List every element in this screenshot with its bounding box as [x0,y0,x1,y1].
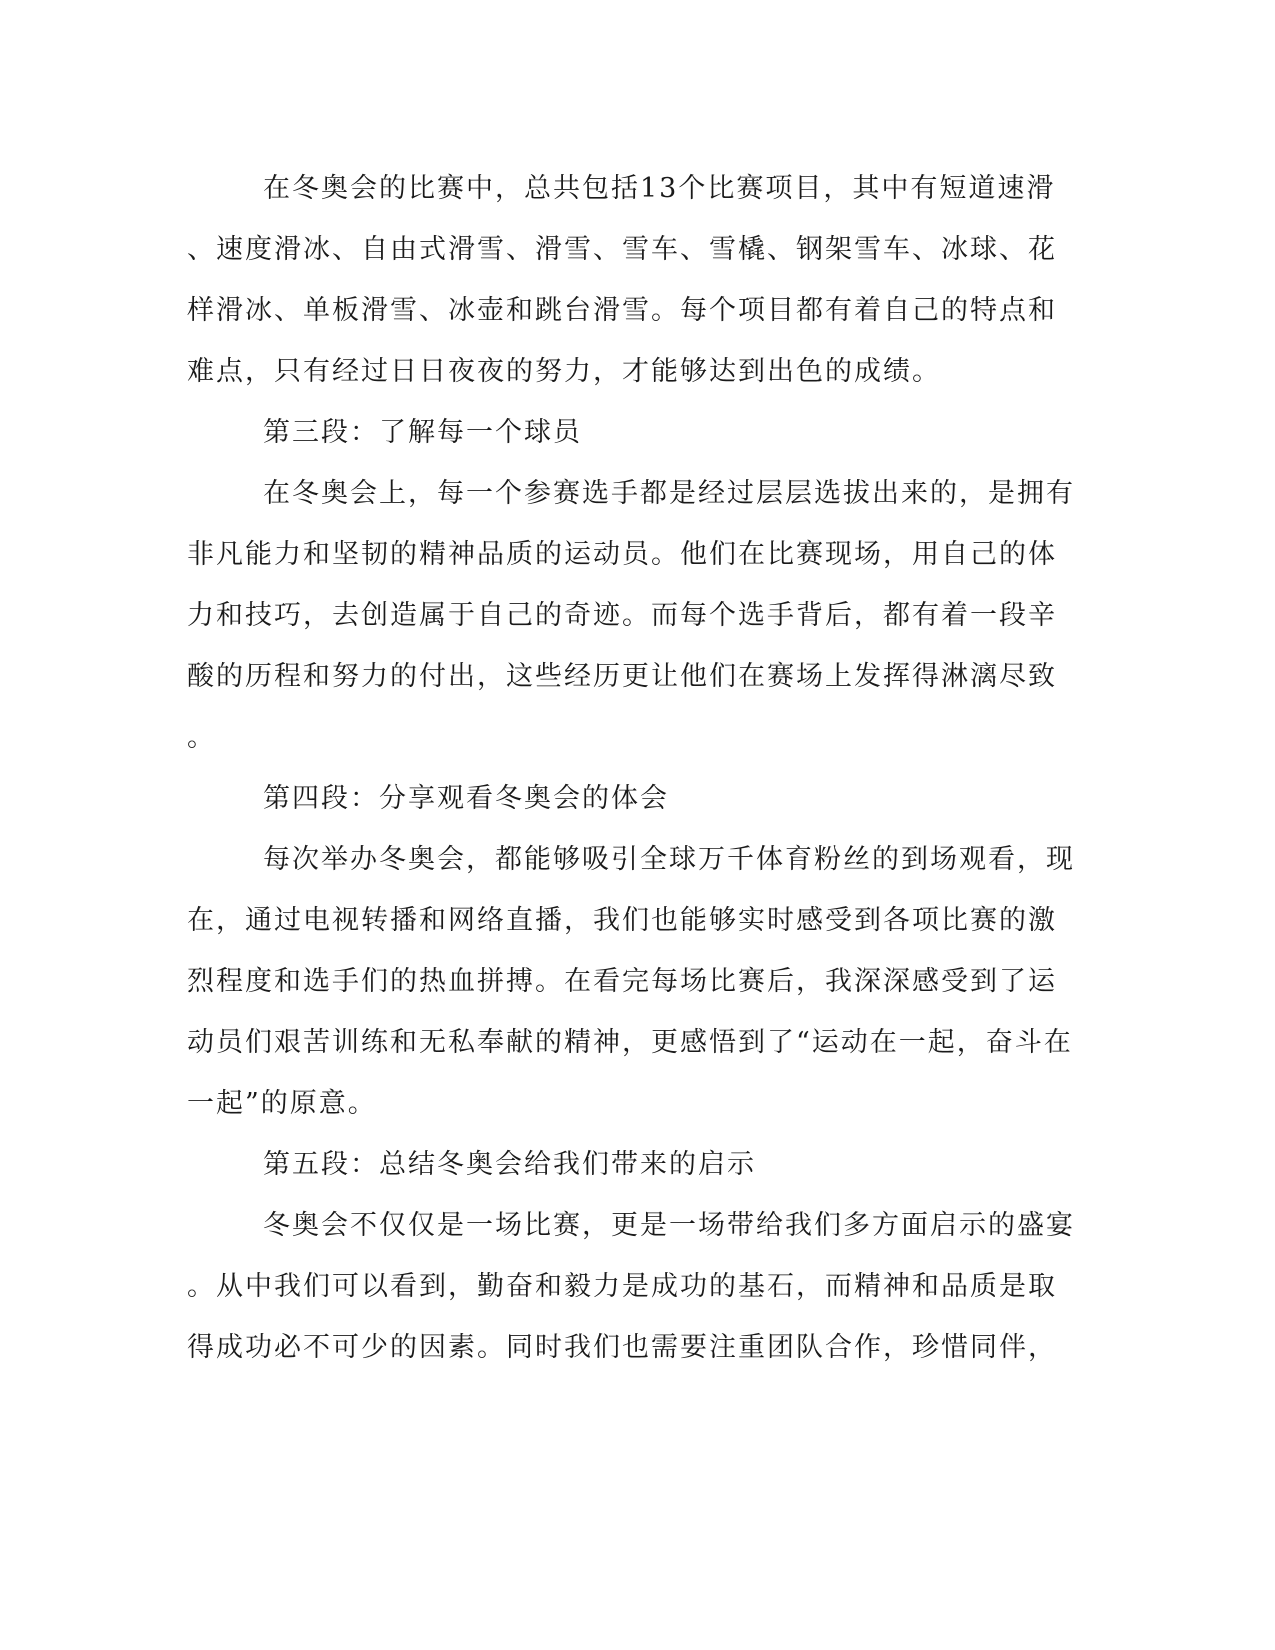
document-body [187,158,1075,1378]
text-line: 得成功必不可少的因素。同时我们也需要注重团队合作，珍惜同伴， [187,1332,1057,1363]
section-heading: 第三段：了解每一个球员 [263,417,582,448]
text-line: 。从中我们可以看到，勤奋和毅力是成功的基石，而精神和品质是取 [187,1271,1057,1302]
text-line: 在冬奥会的比赛中，总共包括13个比赛项目，其中有短道速滑 [263,173,1056,204]
section-heading: 第五段：总结冬奥会给我们带来的启示 [263,1149,756,1180]
text-line: 。 [187,722,216,753]
text-line: 酸的历程和努力的付出，这些经历更让他们在赛场上发挥得淋漓尽致 [187,661,1057,692]
text-line: 烈程度和选手们的热血拼搏。在看完每场比赛后，我深深感受到了运 [187,966,1057,997]
text-line: 每次举办冬奥会，都能够吸引全球万千体育粉丝的到场观看，现 [263,844,1075,875]
section-heading: 第四段：分享观看冬奥会的体会 [263,783,669,814]
text-line: 力和技巧，去创造属于自己的奇迹。而每个选手背后，都有着一段辛 [187,600,1057,631]
text-line: 动员们艰苦训练和无私奉献的精神，更感悟到了“运动在一起，奋斗在 [187,1027,1073,1058]
text-line: 难点，只有经过日日夜夜的努力，才能够达到出色的成绩。 [187,356,941,387]
text-line: 样滑冰、单板滑雪、冰壶和跳台滑雪。每个项目都有着自己的特点和 [187,295,1057,326]
text-line: 在冬奥会上，每一个参赛选手都是经过层层选拔出来的，是拥有 [263,478,1075,509]
text-line: 冬奥会不仅仅是一场比赛，更是一场带给我们多方面启示的盛宴 [263,1210,1075,1241]
text-line: 一起”的原意。 [187,1088,377,1119]
text-line: 在，通过电视转播和网络直播，我们也能够实时感受到各项比赛的激 [187,905,1057,936]
text-line: 、速度滑冰、自由式滑雪、滑雪、雪车、雪橇、钢架雪车、冰球、花 [187,234,1057,265]
text-line: 非凡能力和坚韧的精神品质的运动员。他们在比赛现场，用自己的体 [187,539,1057,570]
